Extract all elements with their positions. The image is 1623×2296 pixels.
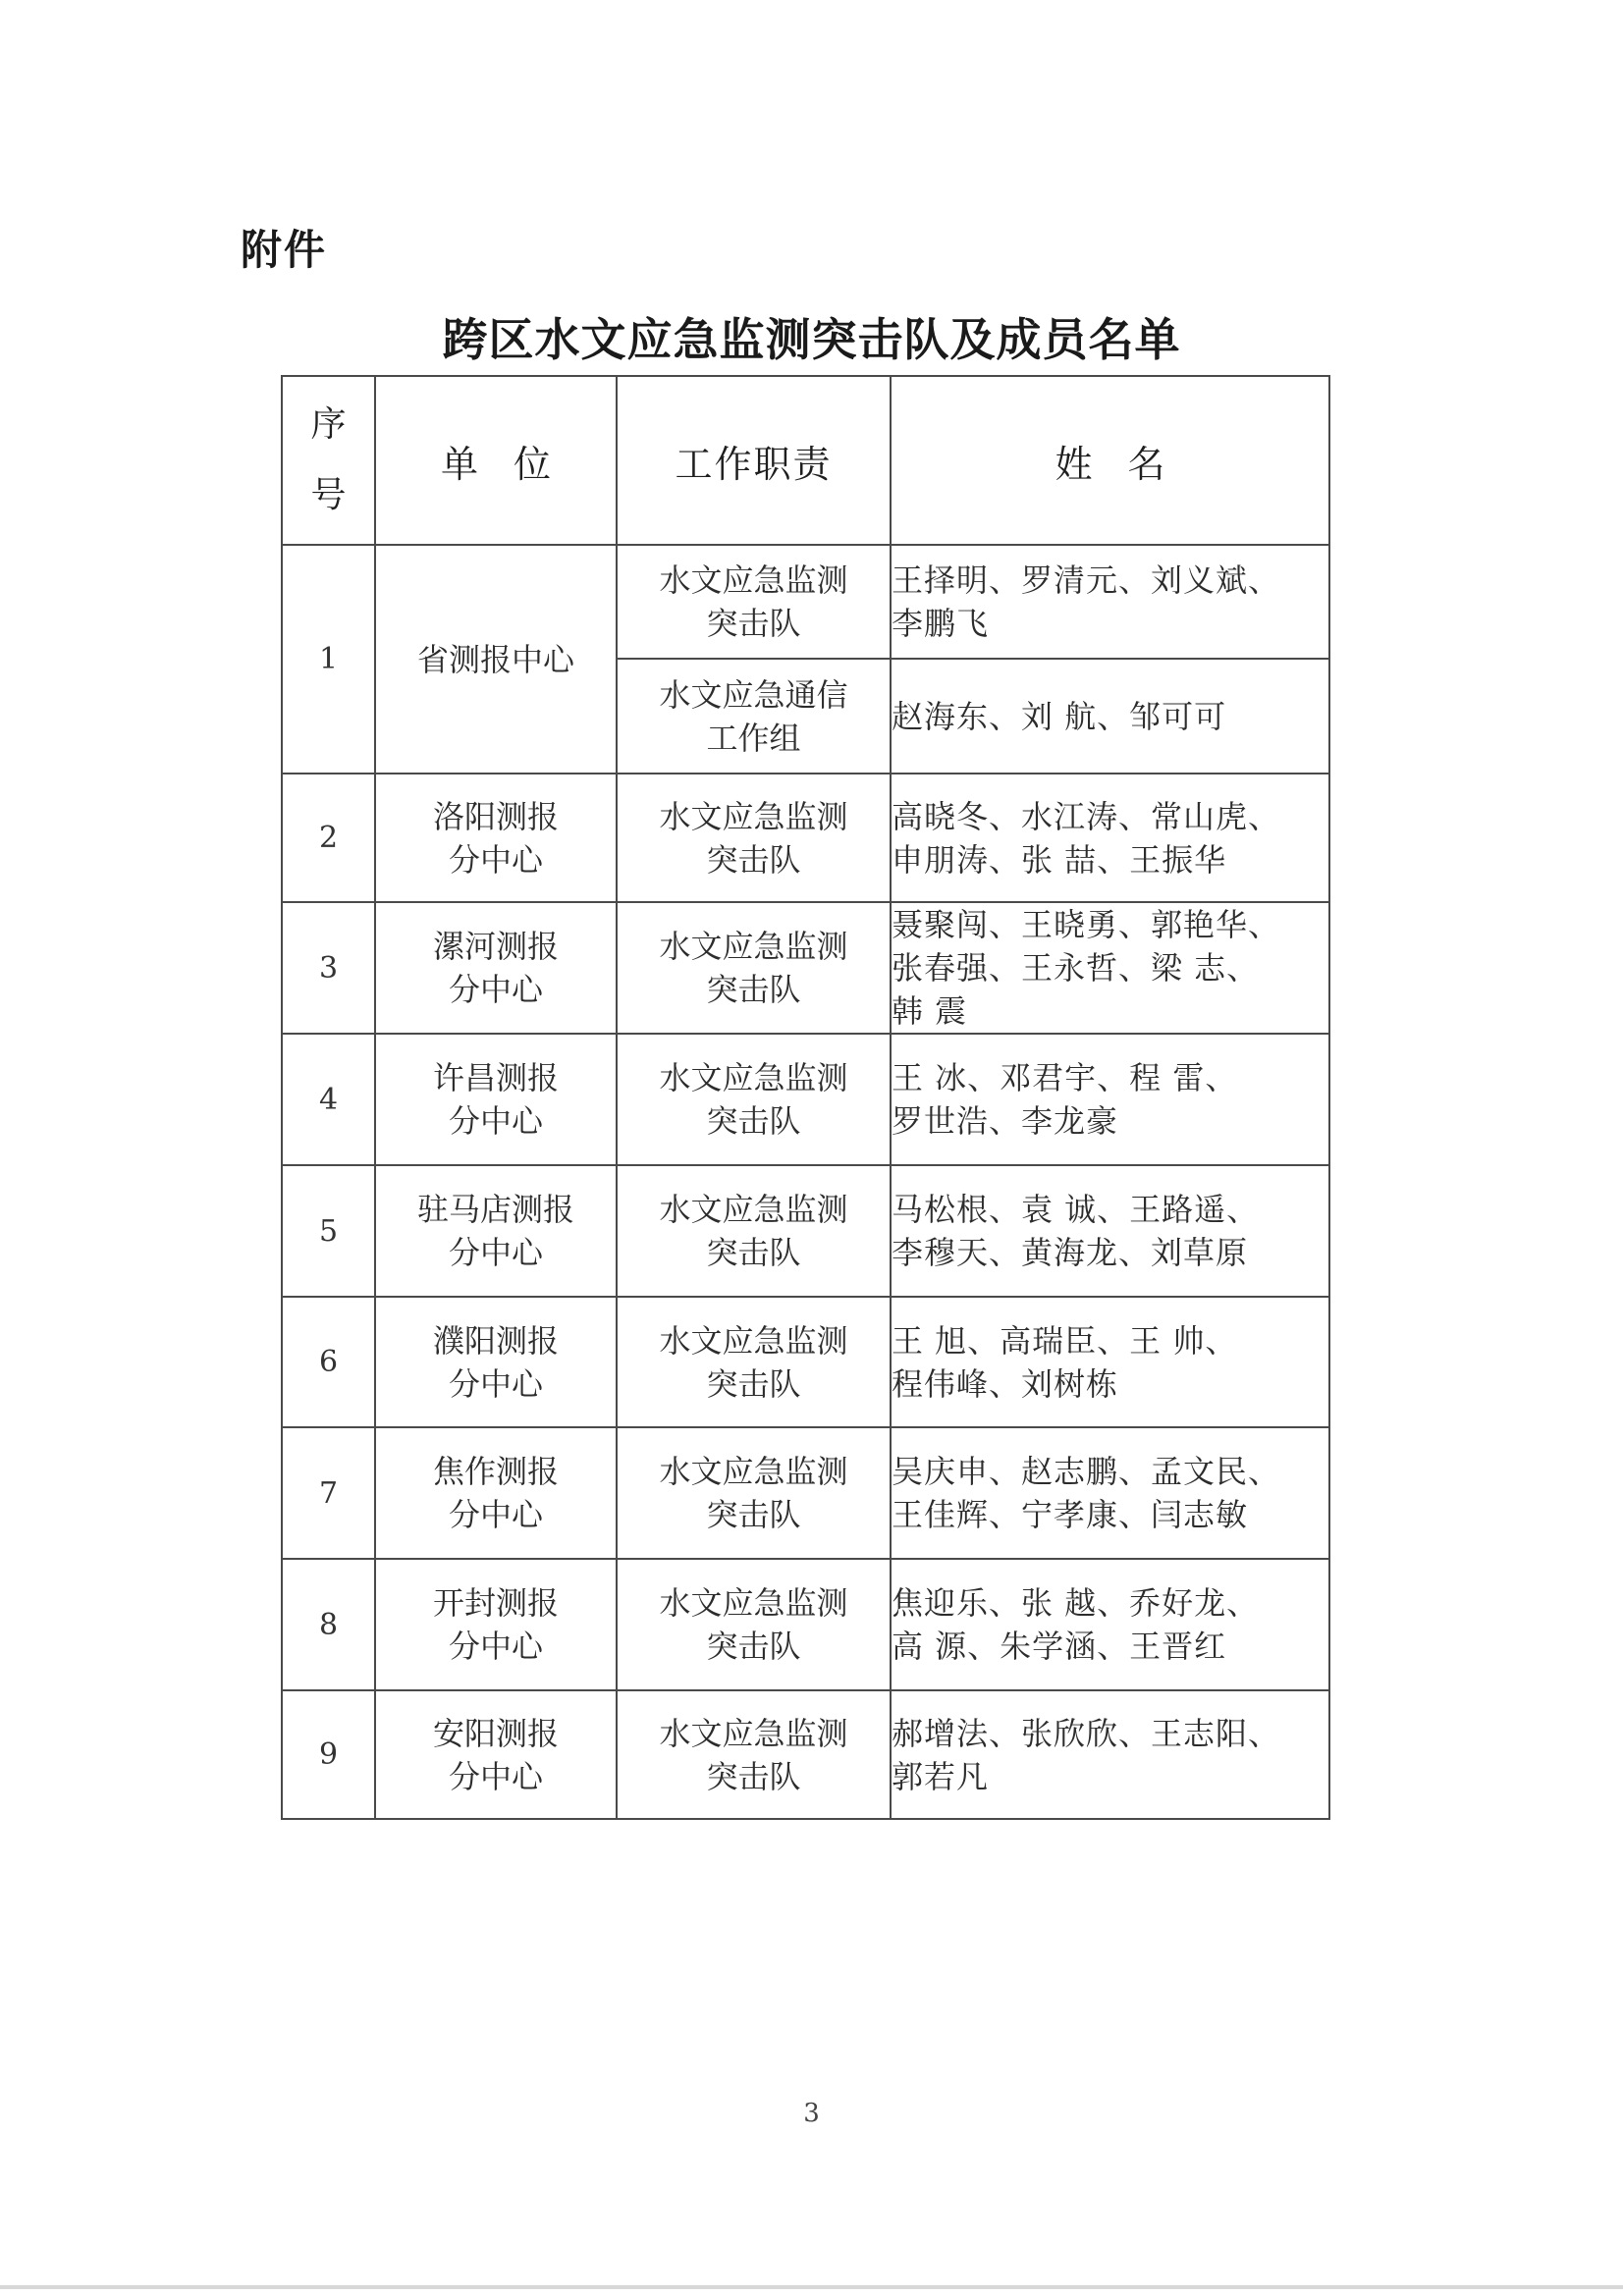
duty-line: 突击队 xyxy=(706,1102,801,1140)
unit-line: 省测报中心 xyxy=(416,640,574,678)
cell-duty xyxy=(617,1690,891,1819)
cell-names xyxy=(891,1165,1329,1297)
cell-duty xyxy=(617,1165,891,1297)
cell-names xyxy=(891,1297,1329,1427)
duty-line: 水文应急监测 xyxy=(659,1714,848,1752)
names-line: 高晓冬、水江涛、常山虎、 xyxy=(892,797,1281,835)
unit-line: 分中心 xyxy=(448,840,543,879)
unit-line: 濮阳测报 xyxy=(432,1321,559,1360)
names-line: 李穆天、黄海龙、刘草原 xyxy=(892,1234,1249,1271)
unit-line: 分中心 xyxy=(448,1757,543,1795)
duty-line: 水文应急监测 xyxy=(659,1584,848,1622)
table-row xyxy=(282,1034,1329,1165)
cell-unit xyxy=(375,902,617,1034)
names-line: 高 源、朱学涵、王晋红 xyxy=(892,1628,1227,1665)
cell-duty xyxy=(617,659,891,774)
header-seq-line: 序 xyxy=(310,404,347,445)
table-header-row xyxy=(282,376,1329,545)
unit-line: 分中心 xyxy=(448,1102,543,1140)
cell-names xyxy=(891,1034,1329,1165)
cell-seq: 9 xyxy=(282,1690,375,1819)
table-row xyxy=(282,1165,1329,1297)
duty-line: 工作组 xyxy=(706,719,801,757)
cell-names xyxy=(891,545,1329,659)
unit-line: 安阳测报 xyxy=(432,1714,559,1752)
cell-seq: 8 xyxy=(282,1559,375,1690)
names-line: 郝增法、张欣欣、王志阳、 xyxy=(892,1714,1281,1752)
cell-duty xyxy=(617,1559,891,1690)
attachment-label: 附件 xyxy=(241,226,328,274)
cell-unit xyxy=(375,545,617,774)
unit-line: 分中心 xyxy=(448,1496,543,1533)
duty-line: 水文应急监测 xyxy=(659,1321,848,1360)
cell-names xyxy=(891,1690,1329,1819)
duty-line: 突击队 xyxy=(706,1234,801,1271)
names-line: 王 旭、高瑞臣、王 帅、 xyxy=(892,1321,1238,1360)
cell-unit xyxy=(375,1165,617,1297)
cell-unit xyxy=(375,1690,617,1819)
names-line: 郭若凡 xyxy=(892,1757,990,1795)
duty-line: 突击队 xyxy=(706,840,801,879)
cell-names xyxy=(891,1427,1329,1559)
roster-table xyxy=(281,375,1330,1820)
cell-names xyxy=(891,1559,1329,1690)
table-row xyxy=(282,902,1329,1034)
header-unit: 单位 xyxy=(375,376,617,545)
names-line: 程伟峰、刘树栋 xyxy=(892,1364,1119,1403)
table-row xyxy=(282,1297,1329,1427)
duty-line: 突击队 xyxy=(706,1628,801,1665)
duty-line: 水文应急监测 xyxy=(659,561,848,599)
duty-line: 水文应急监测 xyxy=(659,928,848,965)
cell-seq: 4 xyxy=(282,1034,375,1165)
cell-unit xyxy=(375,1034,617,1165)
header-seq-line: 号 xyxy=(310,475,347,515)
cell-seq: 2 xyxy=(282,774,375,902)
duty-line: 水文应急监测 xyxy=(659,1453,848,1490)
duty-line: 水文应急监测 xyxy=(659,1059,848,1096)
cell-names xyxy=(891,902,1329,1034)
header-duty: 工作职责 xyxy=(617,376,891,545)
names-line: 王佳辉、宁孝康、闫志敏 xyxy=(892,1496,1249,1533)
cell-unit xyxy=(375,1559,617,1690)
table-row xyxy=(282,545,1329,659)
names-line: 张春强、王永哲、梁 志、 xyxy=(892,949,1260,987)
cell-seq: 7 xyxy=(282,1427,375,1559)
unit-line: 焦作测报 xyxy=(432,1453,559,1490)
unit-line: 分中心 xyxy=(448,1364,543,1403)
unit-line: 许昌测报 xyxy=(432,1059,559,1096)
names-line: 申朋涛、张 喆、王振华 xyxy=(892,840,1227,879)
names-line: 王择明、罗清元、刘义斌、 xyxy=(892,561,1281,599)
unit-line: 开封测报 xyxy=(432,1584,559,1622)
unit-line: 洛阳测报 xyxy=(432,797,559,835)
page-number: 3 xyxy=(803,2099,820,2128)
unit-line: 驻马店测报 xyxy=(416,1191,574,1228)
scan-edge-line xyxy=(0,2285,1623,2289)
duty-line: 水文应急通信 xyxy=(659,675,848,714)
cell-names xyxy=(891,659,1329,774)
duty-line: 水文应急监测 xyxy=(659,797,848,835)
names-line: 吴庆申、赵志鹏、孟文民、 xyxy=(892,1453,1281,1490)
duty-line: 突击队 xyxy=(706,1364,801,1403)
duty-line: 突击队 xyxy=(706,605,801,642)
cell-duty xyxy=(617,1297,891,1427)
unit-line: 分中心 xyxy=(448,1234,543,1271)
cell-unit xyxy=(375,774,617,902)
table-row xyxy=(282,774,1329,902)
cell-duty xyxy=(617,902,891,1034)
cell-duty xyxy=(617,774,891,902)
cell-duty xyxy=(617,1427,891,1559)
cell-seq: 1 xyxy=(282,545,375,774)
cell-unit xyxy=(375,1427,617,1559)
duty-line: 突击队 xyxy=(706,1757,801,1795)
names-line: 王 冰、邓君宇、程 雷、 xyxy=(892,1059,1238,1096)
duty-line: 突击队 xyxy=(706,971,801,1008)
table-row xyxy=(282,1690,1329,1819)
cell-duty xyxy=(617,545,891,659)
names-line: 马松根、袁 诚、王路遥、 xyxy=(892,1191,1260,1228)
cell-seq: 5 xyxy=(282,1165,375,1297)
duty-line: 突击队 xyxy=(706,1496,801,1533)
cell-duty xyxy=(617,1034,891,1165)
unit-line: 分中心 xyxy=(448,971,543,1008)
names-line: 聂聚闯、王晓勇、郭艳华、 xyxy=(892,906,1281,943)
header-seq xyxy=(282,376,375,545)
unit-line: 分中心 xyxy=(448,1628,543,1665)
cell-seq: 6 xyxy=(282,1297,375,1427)
document-title: 跨区水文应急监测突击队及成员名单 xyxy=(442,313,1181,366)
table-row xyxy=(282,1559,1329,1690)
cell-names xyxy=(891,774,1329,902)
names-line: 赵海东、刘 航、邹可可 xyxy=(892,697,1227,735)
duty-line: 水文应急监测 xyxy=(659,1191,848,1228)
table-row xyxy=(282,1427,1329,1559)
cell-unit xyxy=(375,1297,617,1427)
names-line: 李鹏飞 xyxy=(892,605,990,642)
unit-line: 漯河测报 xyxy=(432,928,559,965)
names-line: 罗世浩、李龙豪 xyxy=(892,1102,1119,1140)
cell-seq: 3 xyxy=(282,902,375,1034)
names-line: 韩 震 xyxy=(892,992,968,1030)
header-names: 姓名 xyxy=(891,376,1329,545)
names-line: 焦迎乐、张 越、乔好龙、 xyxy=(892,1584,1260,1622)
